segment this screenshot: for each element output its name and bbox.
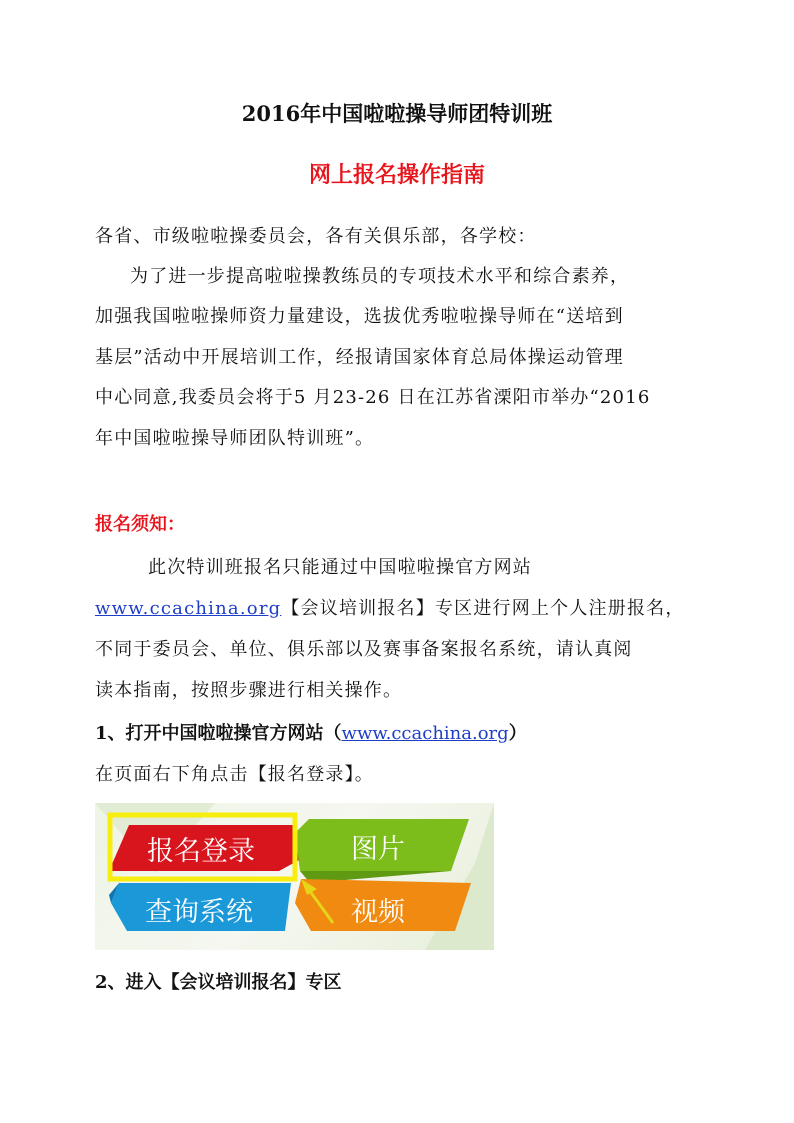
page-subtitle: 网上报名操作指南 bbox=[308, 162, 485, 188]
notice-line: 不同于委员会、单位、俱乐部以及赛事备案报名系统，请认真阅 bbox=[95, 639, 633, 660]
step-1-detail: 在页面右下角点击【报名登录】。 bbox=[95, 764, 374, 785]
website-link[interactable]: www.ccachina.org bbox=[95, 598, 282, 619]
login-tile-label[interactable]: 报名登录 bbox=[147, 836, 255, 867]
page-title: 2016年中国啦啦操导师团特训班 bbox=[241, 101, 553, 126]
query-tile-label[interactable]: 查询系统 bbox=[145, 897, 253, 928]
paragraph-line: 为了进一步提高啦啦操教练员的专项技术水平和综合素养， bbox=[130, 266, 630, 287]
paragraph-line: 基层”活动中开展培训工作，经报请国家体育总局体操运动管理 bbox=[95, 347, 624, 368]
notice-line: 读本指南，按照步骤进行相关操作。 bbox=[95, 680, 403, 701]
notice-heading: 报名须知： bbox=[95, 514, 185, 535]
notice-line bbox=[95, 594, 685, 620]
step-1-suffix: ） bbox=[508, 723, 527, 744]
website-screenshot bbox=[95, 803, 494, 950]
step-2-heading: 2、进入【会议培训报名】专区 bbox=[95, 972, 342, 993]
salutation: 各省、市级啦啦操委员会，各有关俱乐部，各学校： bbox=[95, 226, 537, 247]
step-1-prefix: 1、打开中国啦啦操官方网站（ bbox=[95, 723, 342, 744]
step-1-link[interactable]: www.ccachina.org bbox=[341, 723, 509, 744]
paragraph-line: 加强我国啦啦操师资力量建设，选拔优秀啦啦操导师在“送培到 bbox=[95, 306, 624, 327]
pictures-tile-label[interactable]: 图片 bbox=[351, 834, 405, 865]
paragraph-line: 中心同意,我委员会将于5 月23-26 日在江苏省溧阳市举办“2016 bbox=[95, 387, 651, 408]
notice-line-text: 【会议培训报名】专区进行网上个人注册报名， bbox=[281, 598, 685, 619]
video-tile-label[interactable]: 视频 bbox=[351, 897, 405, 928]
paragraph-line: 年中国啦啦操导师团队特训班”。 bbox=[95, 428, 375, 449]
step-1-heading bbox=[95, 719, 527, 745]
notice-line: 此次特训班报名只能通过中国啦啦操官方网站 bbox=[148, 557, 532, 578]
